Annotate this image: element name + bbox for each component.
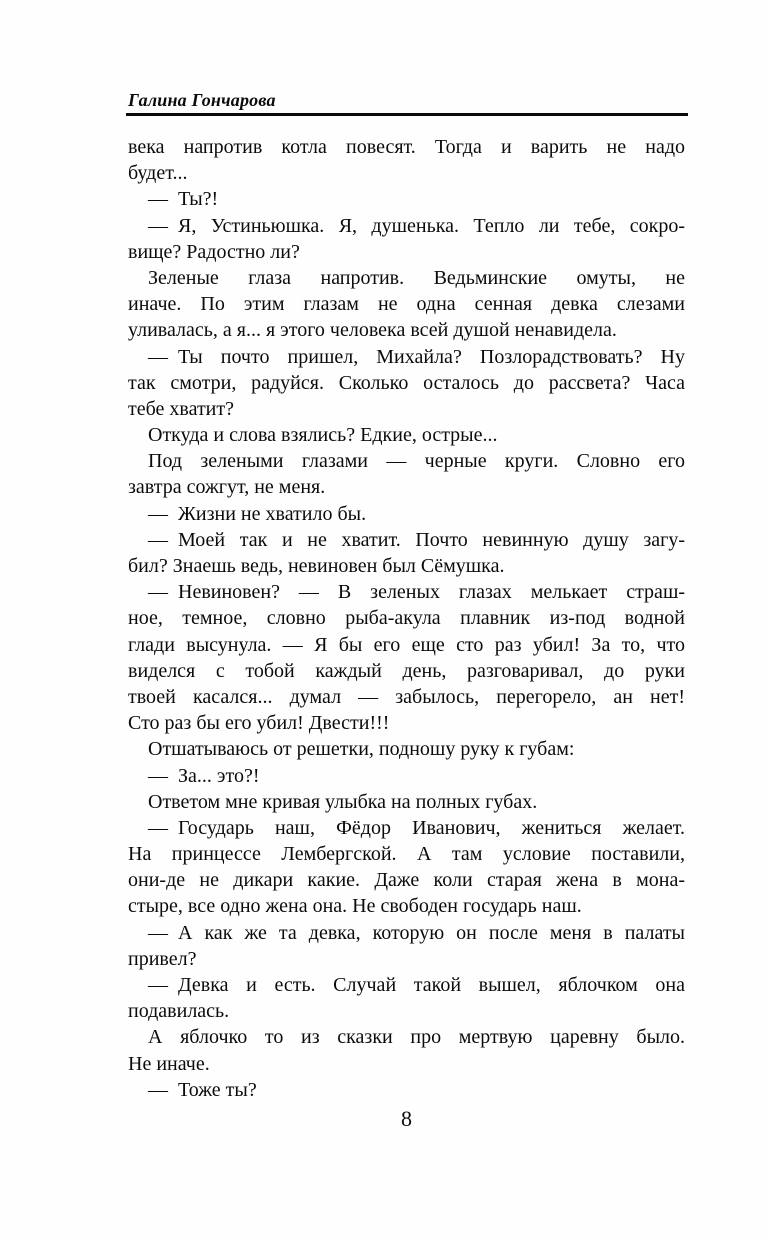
text-line: Ответом мне кривая улыбка на полных губах. [148,790,538,813]
text-line: Не иначе. [128,1052,210,1075]
text-line: — Моей так и не хватит. Почто невинную душу загу- [148,528,685,551]
text-line: твоей касался... думал — забылось, перегорело, ан нет! [128,685,685,708]
text-line: — Тоже ты? [148,1078,257,1101]
text-line: На принцессе Лембергской. А там условие поставили, [128,843,685,866]
text-line: так смотри, радуйся. Сколько осталось до рассвета? Часа [128,371,685,394]
page-number: 8 [401,1106,412,1131]
text-line: бил? Знаешь ведь, невиновен был Сёмушка. [128,555,505,577]
text-line: — Я, Устиньюшка. Я, душенька. Тепло ли тебе, сокро- [148,214,685,237]
text-line: Зеленые глаза напротив. Ведьминские омуты, не [148,266,685,289]
running-header-author: Галина Гончарова [128,90,276,110]
text-line: — Ты почто пришел, Михайла? Позлорадствовать? Ну [148,345,685,368]
text-line: — Ты?! [148,188,219,211]
text-line: ное, темное, словно рыба-акула плавник из-под водной [128,607,685,630]
text-line: стыре, все одно жена она. Не свободен государь наш. [128,895,582,918]
text-line: А яблочко то из сказки про мертвую царевну было. [148,1026,685,1049]
text-line: Под зелеными глазами — черные круги. Словно его [148,450,685,473]
text-line: — Государь наш, Фёдор Иванович, жениться желает. [148,816,685,839]
text-line: тебе хватит? [128,397,235,420]
text-line: уливалась, а я... я этого человека всей душой ненавидела. [128,319,617,342]
text-line: привел? [128,947,197,970]
text-line: — Жизни не хватило бы. [148,502,367,525]
page-text [128,134,685,1103]
text-line: — Невиновен? — В зеленых глазах мелькает страш- [148,581,685,604]
text-line: века напротив котла повесят. Тогда и варить не надо [128,136,685,158]
text-line: завтра сожгут, не меня. [128,476,326,499]
text-line: — Девка и есть. Случай такой вышел, яблочком она [148,974,685,996]
text-line: — А как же та девка, которую он после меня в палаты [148,921,685,944]
text-line: будет... [128,162,188,185]
text-line: Откуда и слова взялись? Едкие, острые... [148,424,498,447]
header-rule [126,113,688,116]
text-line: они-де не дикари какие. Даже коли старая жена в мона- [128,869,685,892]
text-line: виделся с тобой каждый день, разговаривал, до руки [128,659,685,682]
text-line: вище? Радостно ли? [128,240,300,263]
text-line: — За... это?! [148,764,260,787]
text-line: глади высунула. — Я бы его еще сто раз убил! За то, что [128,633,685,656]
text-line: иначе. По этим глазам не одна сенная девка слезами [128,293,685,316]
text-line: подавилась. [128,1000,230,1023]
text-line: Отшатываюсь от решетки, подношу руку к губам: [148,738,575,761]
text-line: Сто раз бы его убил! Двести!!! [128,712,390,735]
